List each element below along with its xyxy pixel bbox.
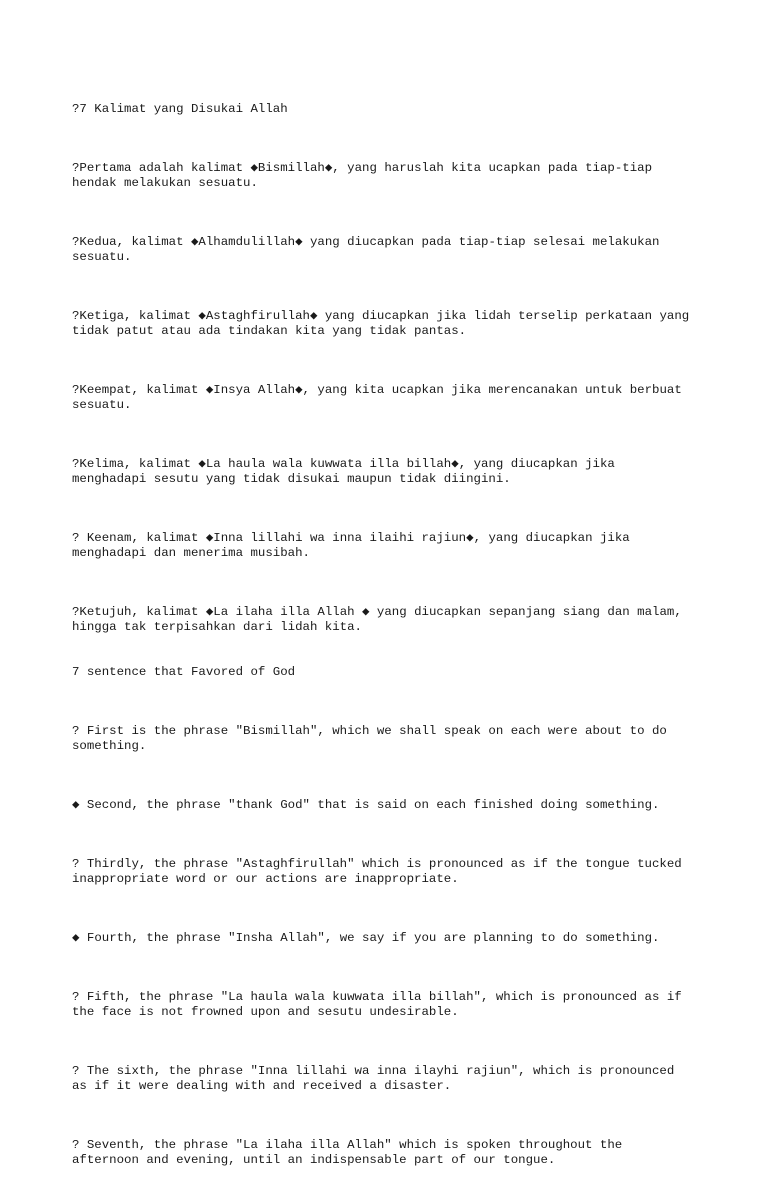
english-paragraph-4: ◆ Fourth, the phrase "Insha Allah", we say if you are planning to do something.: [72, 931, 660, 945]
english-title: 7 sentence that Favored of God: [72, 665, 296, 679]
indonesian-paragraph-6: ? Keenam, kalimat ◆Inna lillahi wa inna ilaihi rajiun◆, yang diucapkan jika menghadapi dan menerima musibah.: [72, 531, 630, 560]
document-page: [72, 72, 702, 1197]
indonesian-paragraph-4: ?Keempat, kalimat ◆Insya Allah◆, yang kita ucapkan jika merencanakan untuk berbuat sesuatu.: [72, 383, 682, 412]
english-paragraph-7: ? Seventh, the phrase "La ilaha illa Allah" which is spoken throughout the afternoon and evening, until an indispensable part of our tongue.: [72, 1138, 623, 1167]
english-paragraph-3: ? Thirdly, the phrase "Astaghfirullah" which is pronounced as if the tongue tucked inappropriate word or our actions are inappropriate.: [72, 857, 682, 886]
indonesian-paragraph-7: ?Ketujuh, kalimat ◆La ilaha illa Allah ◆ yang diucapkan sepanjang siang dan malam, hingga tak terpisahkan dari lidah kita.: [72, 605, 682, 634]
indonesian-paragraph-1: ?Pertama adalah kalimat ◆Bismillah◆, yang haruslah kita ucapkan pada tiap-tiap hendak melakukan sesuatu.: [72, 161, 653, 190]
indonesian-paragraph-3: ?Ketiga, kalimat ◆Astaghfirullah◆ yang diucapkan jika lidah terselip perkataan yang tidak patut atau ada tindakan kita yang tidak pantas.: [72, 309, 690, 338]
english-paragraph-2: ◆ Second, the phrase "thank God" that is said on each finished doing something.: [72, 798, 660, 812]
english-paragraph-5: ? Fifth, the phrase "La haula wala kuwwata illa billah", which is pronounced as if the face is not frowned upon and sesutu undesirable.: [72, 990, 682, 1019]
english-paragraph-6: ? The sixth, the phrase "Inna lillahi wa inna ilayhi rajiun", which is pronounced as if it were dealing with and received a disaster.: [72, 1064, 675, 1093]
english-paragraph-1: ? First is the phrase "Bismillah", which we shall speak on each were about to do something.: [72, 724, 667, 753]
indonesian-paragraph-5: ?Kelima, kalimat ◆La haula wala kuwwata illa billah◆, yang diucapkan jika menghadapi sesutu yang tidak disukai maupun tidak diingini.: [72, 457, 615, 486]
indonesian-paragraph-2: ?Kedua, kalimat ◆Alhamdulillah◆ yang diucapkan pada tiap-tiap selesai melakukan sesuatu.: [72, 235, 660, 264]
indonesian-title: ?7 Kalimat yang Disukai Allah: [72, 102, 288, 116]
